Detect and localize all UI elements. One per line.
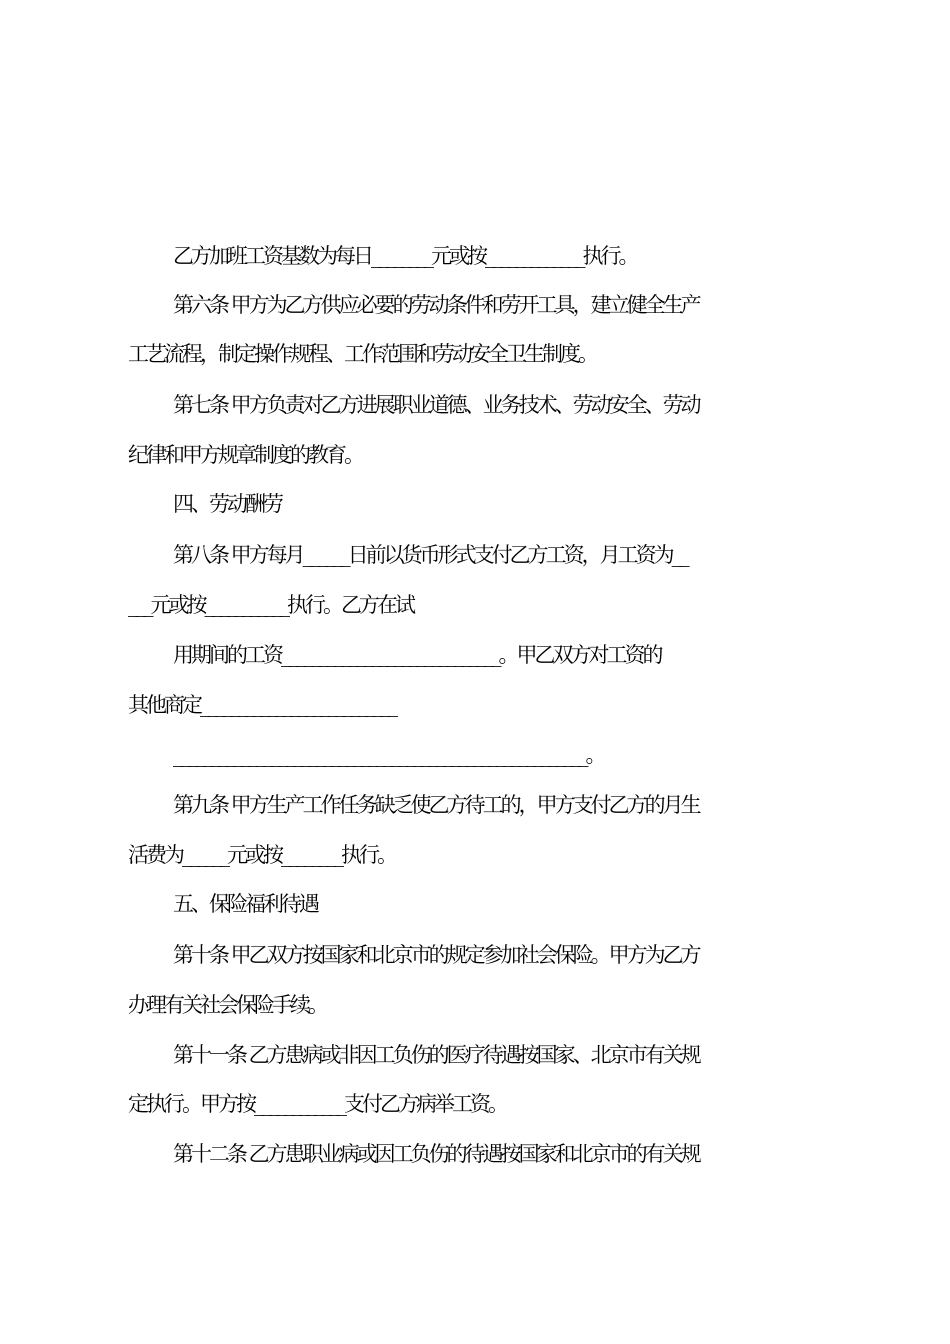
text-line: 第十二条 乙方患职业病或因工负伤的待遇按国家和北京市的有关规 [173,1142,699,1166]
text-line: 办理有关社会保险手续。 [128,993,326,1017]
text-line: 工艺流程，制定操作规程、工作范围和劳动安全卫生制度。 [128,342,596,366]
section-heading: 五、保险福利待遇 [173,892,317,916]
text-line: 其他商定__________________________ [128,693,395,717]
text-line: 纪律和甲方规章制度的教育。 [128,443,362,467]
text-line: _______________________________________________________。 [173,743,604,767]
text-line: 定执行。甲方按____________支付乙方病举工资。 [128,1092,506,1116]
text-line: 第九条 甲方生产工作任务缺乏使乙方待工的，甲方支付乙方的月生 [173,793,699,817]
text-line: 第六条 甲方为乙方供应必要的劳动条件和劳开工具，建立健全生产 [173,293,699,317]
text-line: 乙方加班工资基数为每日________元或按_____________执行。 [173,244,637,268]
text-line: 第十一条 乙方患病或非因工负伤的医疗待遇按国家、北京市有关规 [173,1043,699,1067]
section-heading: 四、劳动酬劳 [173,492,281,516]
text-line: 第十条 甲乙双方按国家和北京市的规定参加社会保险。甲方为乙方 [173,943,699,967]
text-line: 第七条 甲方负责对乙方进展职业道德、业务技术、劳动安全、劳动 [173,393,699,417]
text-line: 用期间的工资_____________________________。甲乙双方对工资的 [173,643,661,667]
text-line: ___元或按___________执行。乙方在试 [128,593,413,617]
text-line: 活费为______元或按________执行。 [128,843,395,867]
text-line: 第八条 甲方每月______日前以货币形式支付乙方工资，月工资为__ [173,543,687,567]
